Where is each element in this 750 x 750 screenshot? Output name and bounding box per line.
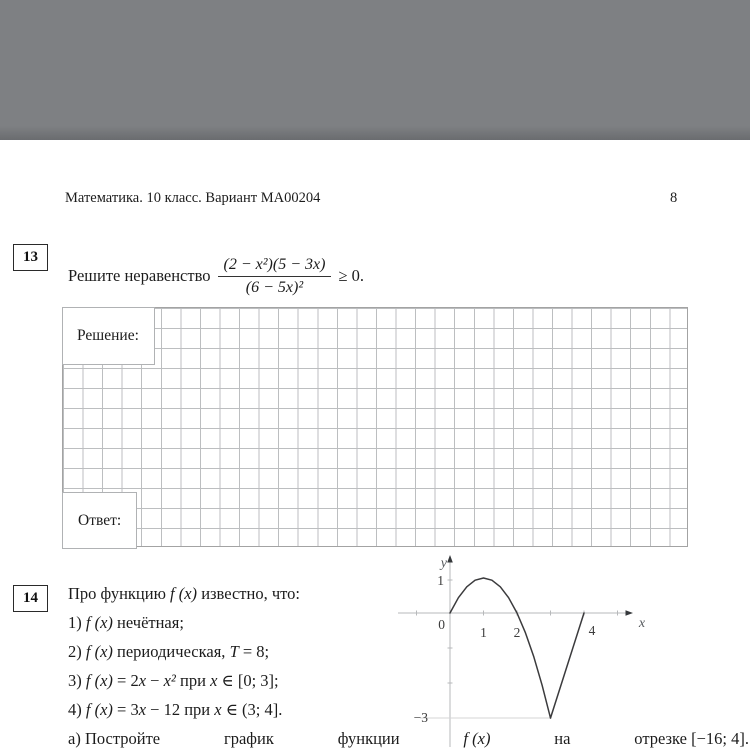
text-run: = 2 [112,671,139,690]
text-run: известно, что: [197,584,300,603]
text-run: 2) [68,642,86,661]
text-run: график [223,729,274,748]
math-expression: x [138,700,147,719]
solution-label: Решение: [77,327,139,344]
page-number: 8 [670,190,678,206]
y-axis-arrow-icon [447,555,453,563]
math-expression: f (x) [170,584,198,603]
text-run: отрезке [−16; 4]. [634,729,749,748]
text-run: Про функцию [68,584,171,603]
text-run: 4) [68,700,86,719]
function-curve [551,613,585,718]
y-tick-label-1: 1 [437,573,444,588]
text-run: при [175,671,211,690]
problem14-number: 14 [23,590,38,606]
math-expression: x [210,671,218,690]
problem14-number-box [13,585,48,612]
text-run: 1) [68,613,86,632]
viewer-background [0,0,750,140]
answer-label: Ответ: [78,511,122,529]
text-run: нечётная; [112,613,184,632]
problem13-inequality-tail: ≥ 0. [338,266,364,285]
math-expression: f (x) [85,642,113,661]
x-axis-label: x [638,616,645,631]
y-axis-label: y [440,556,447,571]
text-run: на [554,729,571,748]
problem13-number: 13 [23,249,38,265]
math-expression: x [138,671,147,690]
x-axis-arrow-icon [626,610,634,616]
solution-label-box [62,307,155,365]
math-expression: f (x) [463,729,491,748]
x-tick-label-4: 4 [588,623,596,638]
x-tick-label-1: 1 [480,625,487,640]
function-graph [395,552,645,750]
math-expression: x² [163,671,176,690]
math-expression: f (x) [85,671,113,690]
text-run: 3) [68,671,86,690]
math-expression: f (x) [85,700,113,719]
function-curve [450,578,551,718]
text-run: − [146,671,164,690]
text-run: = 3 [112,700,139,719]
math-expression: T [229,642,239,661]
math-expression: x [214,700,222,719]
y-tick-label-minus3: −3 [413,710,428,725]
solution-grid [62,307,688,547]
origin-label: 0 [438,617,445,632]
text-run: периодическая, [112,642,230,661]
text-run: ∈ [0; 3]; [217,671,279,690]
problem13-statement [68,242,364,310]
fraction-numerator: (2 − x²)(5 − 3x) [223,255,326,273]
fraction [218,256,332,297]
answer-label-box [62,492,137,549]
x-tick-label-2: 2 [513,625,521,640]
text-run: − 12 при [146,700,215,719]
math-expression: f (x) [85,613,113,632]
text-run: = 8; [238,642,270,661]
text-run: функции [337,729,400,748]
problem13-number-box [13,244,48,271]
text-run: ∈ (3; 4]. [221,700,283,719]
page-header-title: Математика. 10 класс. Вариант МА00204 [65,190,321,206]
text-run: а) Постройте [68,729,161,748]
function-curves [450,578,584,718]
fraction-denominator: (6 − 5x)² [218,276,332,297]
problem13-lead-text: Решите неравенство [68,266,211,285]
